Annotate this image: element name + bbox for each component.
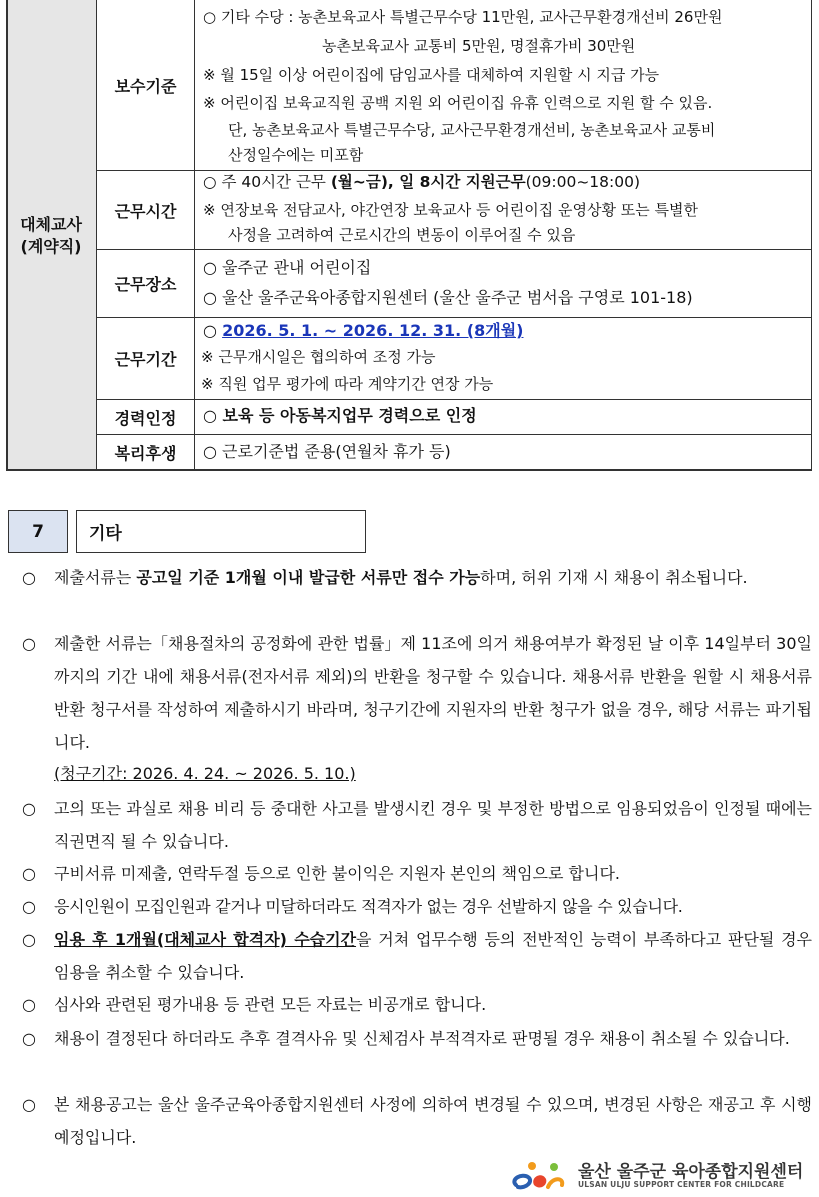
list-item: ○ 심사와 관련된 평가내용 등 관련 모든 자료는 비공개로 합니다. [22,988,812,1021]
list-item: ○ 채용이 결정된다 하더라도 추후 결격사유 및 신체검사 부적격자로 판명될 경우 채용이 취소될 수 있습니다. [22,1022,812,1055]
list-item: ○ 본 채용공고는 울산 울주군육아종합지원센터 사정에 의하여 변경될 수 있으며, 변경된 사항은 재공고 후 시행 예정입니다. [22,1088,812,1154]
list-item: ○ 고의 또는 과실로 채용 비리 등 중대한 사고를 발생시킨 경우 및 부정한 방법으로 임용되었음이 인정될 때에는 직권면직 될 수 있습니다. [22,792,812,858]
bullet-icon: ○ [22,568,36,587]
row-label-career: 경력인정 [114,408,177,428]
bullet-icon: ○ [22,634,36,653]
salary-note: 산정일수에는 미포함 [228,146,364,164]
org-logo [508,1155,808,1195]
bullet-icon: ○ [22,995,36,1014]
period-line: ○ 2026. 5. 1. ~ 2026. 12. 31. (8개월) [203,321,524,340]
table-divider [194,0,195,471]
salary-note: 단, 농촌보육교사 특별근무수당, 교사근무환경개선비, 농촌보육교사 교통비 [228,121,716,139]
row-label-location: 근무장소 [114,275,177,294]
hours-line: ○ 주 40시간 근무 (월~금), 일 8시간 지원근무(09:00~18:00) [203,173,641,191]
bullet-icon: ○ [22,930,36,949]
salary-note: ※ 어린이집 보육교직원 공백 지원 외 어린이집 유휴 인력으로 지원 할 수 있음. [203,94,713,112]
list-item: ○ 제출서류는 공고일 기준 1개월 이내 발급한 서류만 접수 가능하며, 허위 기재 시 채용이 취소됩니다. [22,561,812,594]
section-title: 기타 [76,510,366,553]
bullet-icon: ○ [22,897,36,916]
logo-mark-icon [508,1155,572,1195]
location-line: ○ 울산 울주군육아종합지원센터 (울산 울주군 범서읍 구영로 101-18) [203,288,693,307]
row-label-hours: 근무시간 [114,201,177,221]
table-border-right [811,0,812,471]
hours-note: ※ 연장보육 전담교사, 야간연장 보육교사 등 어린이집 운영상황 또는 특별한 [203,201,698,219]
salary-line: ○ 기타 수당 : 농촌보육교사 특별근무수당 11만원, 교사근무환경개선비 26만원 [203,8,723,26]
salary-note: ※ 월 15일 이상 어린이집에 담임교사를 대체하여 지원할 시 지급 가능 [203,66,660,84]
location-line: ○ 울주군 관내 어린이집 [203,258,372,277]
row-divider [96,434,812,435]
table-border-left [6,0,8,471]
list-item: ○ 제출한 서류는「채용절차의 공정화에 관한 법률」제 11조에 의거 채용여부가 확정된 날 이후 14일부터 30일까지의 기간 내에 채용서류(전자서류 제외)의 반환을 청구할 수 있습니다. 채용서류 반환을 원할 시 채용서류 반환 청구서를 작성하여 제출하시기 바라며, 청구기간에 지원자의 반환 청구가 없을 경우, 해당 서류는 파기됩니다. (청구기간: 2026. 4. 24. ~ 2026. 5. 10.) [22,627,812,789]
hours-note: 사정을 고려하여 근로시간의 변동이 이루어질 수 있음 [228,226,576,244]
bullet-icon: ○ [22,799,36,818]
row-divider [96,317,812,318]
bullet-icon: ○ [22,1029,36,1048]
request-period: (청구기간: 2026. 4. 24. ~ 2026. 5. 10.) [54,764,356,783]
section-number: 7 [8,510,68,553]
section-label: 대체교사 (계약직) [6,0,96,471]
welfare-line: ○ 근로기준법 준용(연월차 휴가 등) [203,442,451,461]
list-item: ○ 임용 후 1개월(대체교사 합격자) 수습기간을 거쳐 업무수행 등의 전반적인 능력이 부족하다고 판단될 경우 임용을 취소할 수 있습니다. [22,923,812,989]
list-item: ○ 구비서류 미제출, 연락두절 등으로 인한 불이익은 지원자 본인의 책임으로 합니다. [22,857,812,890]
row-divider [96,249,812,250]
row-label-welfare: 복리후생 [114,443,177,463]
logo-name: 울산 울주군 육아종합지원센터 [578,1162,804,1182]
bullet-icon: ○ [22,1095,36,1114]
list-item: ○ 응시인원이 모집인원과 같거나 미달하더라도 적격자가 없는 경우 선발하지 않을 수 있습니다. [22,890,812,923]
row-divider [96,399,812,400]
bullet-icon: ○ [22,864,36,883]
row-label-period: 근무기간 [114,350,177,369]
salary-line: 농촌보육교사 교통비 5만원, 명절휴가비 30만원 [322,37,636,55]
career-line: ○ 보육 등 아동복지업무 경력으로 인정 [203,406,477,425]
period-note: ※ 근무개시일은 협의하여 조정 가능 [201,348,436,366]
period-note: ※ 직원 업무 평가에 따라 계약기간 연장 가능 [201,375,494,393]
logo-subtitle: ULSAN ULJU SUPPORT CENTER FOR CHILDCARE [578,1180,785,1189]
period-dates: 2026. 5. 1. ~ 2026. 12. 31. (8개월) [222,321,524,340]
table-border-bottom [6,469,812,471]
row-label-salary: 보수기준 [114,76,177,96]
